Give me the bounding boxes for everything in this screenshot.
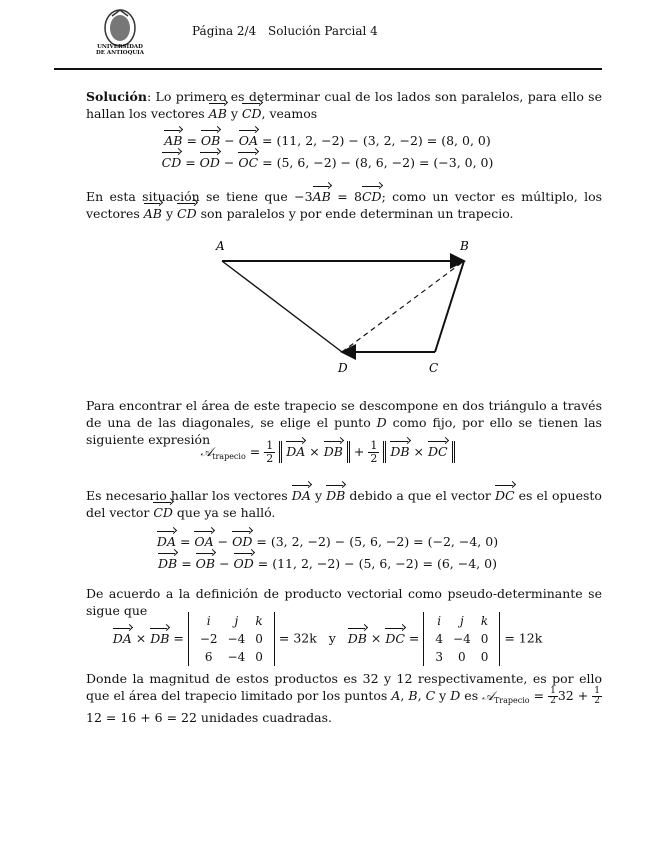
page-header (192, 24, 386, 38)
area-formula: 𝒜$_{trapecio}$ = $\frac{1}{2}$ DA × DB + $\frac{1}{2}$ DB × DC (0, 440, 655, 466)
matrix-1 (188, 612, 275, 666)
area-subscript-2: Trapecio (493, 696, 530, 705)
y-word: y (439, 688, 447, 703)
matrix-cell: 3 (435, 650, 444, 664)
matrix-cell: −4 (453, 632, 471, 646)
equation-DB: DB = OB − OD = (11, 2, −2) − (5, 6, −2) = (6, −4, 0) (158, 556, 497, 571)
label-A: A (216, 239, 225, 253)
p2-c: ; como un vector es múltiplo, los vectores (86, 189, 603, 221)
matrix-cell: 0 (480, 632, 489, 646)
diagonal-DB (342, 261, 464, 352)
matrix-cell: i (206, 614, 211, 628)
parallel-paragraph: En esta situación se tiene que −3AB = 8CD; como un vector es múltiplo, los vectores AB y CD son paralelos y por ende determinan un trapecio. (86, 189, 603, 221)
p6-c: 32 + (557, 688, 589, 703)
matrix-cell: −4 (227, 632, 246, 646)
m1-result: = 32k (278, 630, 317, 646)
equation-DA: DA = OA − OD = (3, 2, −2) − (5, 6, −2) = (−2, −4, 0) (156, 534, 499, 549)
p3-b: como fijo, por ello se tienen las siguiente expresión (86, 415, 602, 447)
matrix-cell: j (234, 614, 239, 628)
eq4-rhs: = (11, 2, −2) − (5, 6, −2) = (6, −4, 0) (257, 556, 497, 571)
intro-paragraph: Solución: Lo primero es determinar cual de los lados son paralelos, para ello se hallan los vectores AB y CD, veamos (86, 89, 602, 121)
matrix-2 (423, 612, 500, 666)
vec-AB: AB (208, 106, 227, 121)
matrix-cell: 0 (255, 650, 263, 664)
vec-CD: CD (241, 106, 262, 121)
p3-text: Para encontrar el área de este trapecio se descompone en dos triángulo a través de una de las diagonales, se elige el punto (86, 398, 602, 430)
matrix-cell: k (480, 614, 489, 628)
conclusion-paragraph: Donde la magnitud de estos productos es 32 y 12 respectivamente, es por ello que el área del trapecio limitado por los puntos A, B, C y D es 𝒜$_{Trapecio}$ = $\frac{1}{2}$ 32 + $\frac{1}{2}$ 12 = 16 + 6 = 22 unidades cuadradas. (86, 671, 602, 725)
y-word: y (328, 630, 336, 646)
matrix-cell: 0 (255, 632, 263, 646)
p2-a: En esta situación se tiene que −3 (86, 189, 313, 204)
p4-d: que ya se halló. (176, 505, 276, 520)
y-word: y (314, 488, 322, 503)
label-D: D (338, 361, 348, 375)
m2-result: = 12k (504, 630, 543, 646)
vectors-paragraph: Es necesario hallar los vectores DA y DB debido a que el vector DC es el opuesto del vector CD que ya se halló. (86, 488, 602, 520)
intro-text: Lo primero es determinar cual de los lados son paralelos, para ello se hallan los vectores (86, 89, 602, 121)
matrix-cell: 6 (204, 650, 213, 664)
eq2-rhs: = (5, 6, −2) − (8, 6, −2) = (−3, 0, 0) (262, 155, 494, 170)
intro-end: , veamos (261, 106, 318, 121)
edge-BC (435, 261, 464, 352)
p4-b: debido a que el vector (349, 488, 491, 503)
p2-b: = 8 (337, 189, 362, 204)
area-subscript: trapecio (212, 452, 246, 461)
cross-product-paragraph: De acuerdo a la definición de producto vectorial como pseudo-determinante se sigue que (86, 586, 602, 618)
label-B: B (460, 239, 469, 253)
p2-d: son paralelos y por ende determinan un trapecio. (200, 206, 514, 221)
matrix-cell: 4 (435, 632, 444, 646)
document-title: Solución Parcial 4 (268, 24, 378, 38)
matrix-cell: j (460, 614, 464, 628)
p6-a: Donde la magnitud de estos productos es 32 y 12 respectivamente, es por ello que el área del trapecio limitado por los puntos (86, 671, 602, 703)
matrix-cell: 0 (458, 650, 466, 664)
matrix-cell: −4 (227, 650, 246, 664)
eq3-rhs: = (3, 2, −2) − (5, 6, −2) = (−2, −4, 0) (256, 534, 499, 549)
point-D: D (376, 415, 387, 430)
label-C: C (429, 361, 439, 375)
matrix-cell: i (437, 614, 442, 628)
eq1-rhs: = (11, 2, −2) − (3, 2, −2) = (8, 0, 0) (262, 133, 491, 148)
p6-b: es (464, 688, 479, 703)
cross-products: DA × DB = i j k −2 −4 0 6 −4 0 = 32k y DB × DC = i j k 4 −4 0 3 0 0 = 12k (112, 614, 543, 664)
p6-d: 12 = 16 + 6 = 22 unidades cuadradas. (86, 710, 333, 725)
equation-CD: CD = OD − OC = (5, 6, −2) − (8, 6, −2) = (−3, 0, 0) (161, 155, 494, 170)
header-rule (54, 68, 602, 70)
edge-DA (222, 261, 342, 352)
matrix-cell: −2 (199, 632, 218, 646)
trapezoid-diagram (200, 232, 490, 382)
p4-a: Es necesario hallar los vectores (86, 488, 288, 503)
y-word: y (230, 106, 238, 121)
matrix-cell: k (255, 614, 263, 628)
page-number: Página 2/4 (192, 24, 257, 38)
equation-AB: AB = OB − OA = (11, 2, −2) − (3, 2, −2) = (8, 0, 0) (164, 133, 491, 148)
y-word: y (165, 206, 174, 221)
p4-c: es el opuesto del vector (86, 488, 602, 520)
solution-label: Solución (86, 89, 147, 104)
matrix-cell: 0 (480, 650, 489, 664)
university-logo (96, 8, 144, 66)
logo-text: UNIVERSIDAD DE ANTIOQUIA (95, 44, 145, 56)
